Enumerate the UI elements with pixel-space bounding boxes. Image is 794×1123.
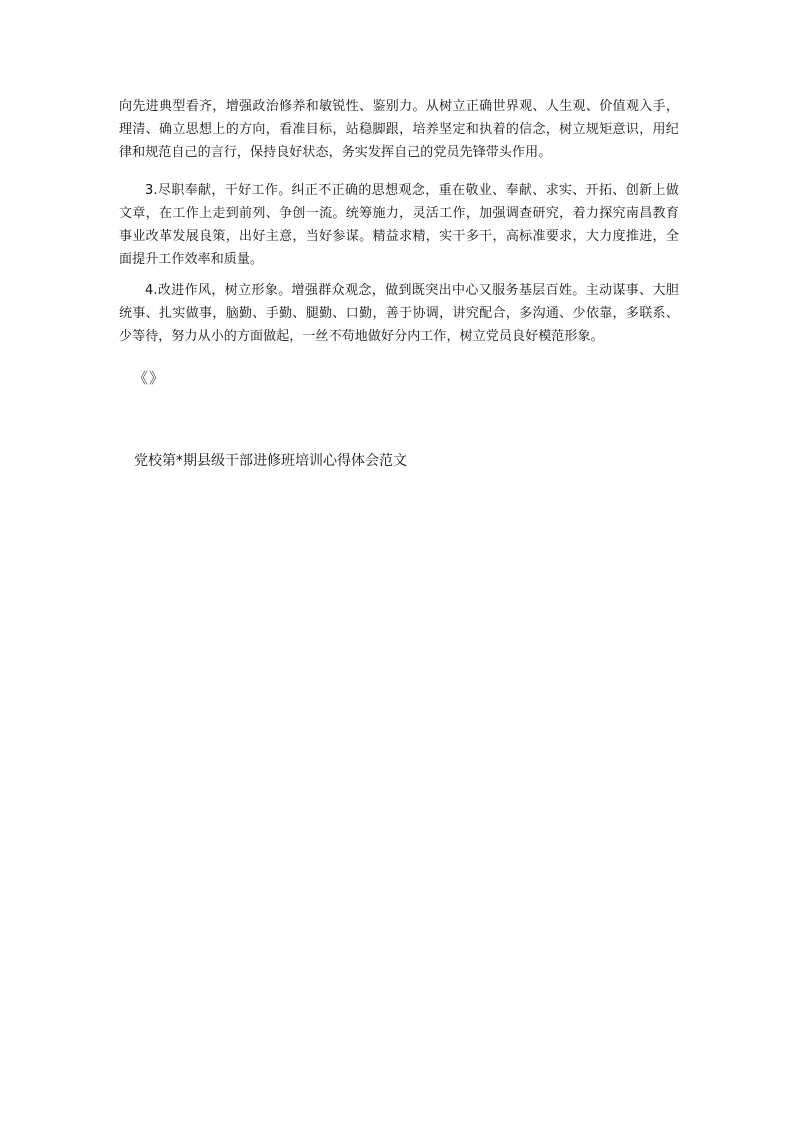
article-title: 党校第*期县级干部进修班培训心得体会范文	[134, 453, 407, 469]
paragraph-political-cultivation: 向先进典型看齐，增强政治修养和敏锐性、鉴别力。从树立正确世界观、人生观、价值观入手，理清、确立思想上的方向，看准目标，站稳脚跟，培养坚定和执着的信念，树立规矩意识，用纪律和规范自己的言行，保持良好状态，务实发挥自己的党员先锋带头作用。	[119, 99, 679, 160]
paragraph-work-style: 4.改进作风，树立形象。增强群众观念，做到既突出中心又服务基层百姓。主动谋事、大胆统事、扎实做事，脑勤、手勤、腿勤、口勤，善于协调，讲究配合，多沟通、少依靠，多联系、少等待，努力从小的方面做起，一丝不苟地做好分内工作，树立党员良好模范形象。	[119, 283, 679, 344]
nav-arrows[interactable]: 《》	[133, 369, 166, 387]
paragraph-dedication: 3.尽职奉献，干好工作。纠正不正确的思想观念，重在敬业、奉献、求实、开拓、创新上做文章，在工作上走到前列、争创一流。统筹施力，灵活工作，加强调查研究，着力探究南昌教育事业改革发展良策，出好主意，当好参谋。精益求精，实干多干，高标准要求，大力度推进，全面提升工作效率和质量。	[119, 183, 679, 267]
